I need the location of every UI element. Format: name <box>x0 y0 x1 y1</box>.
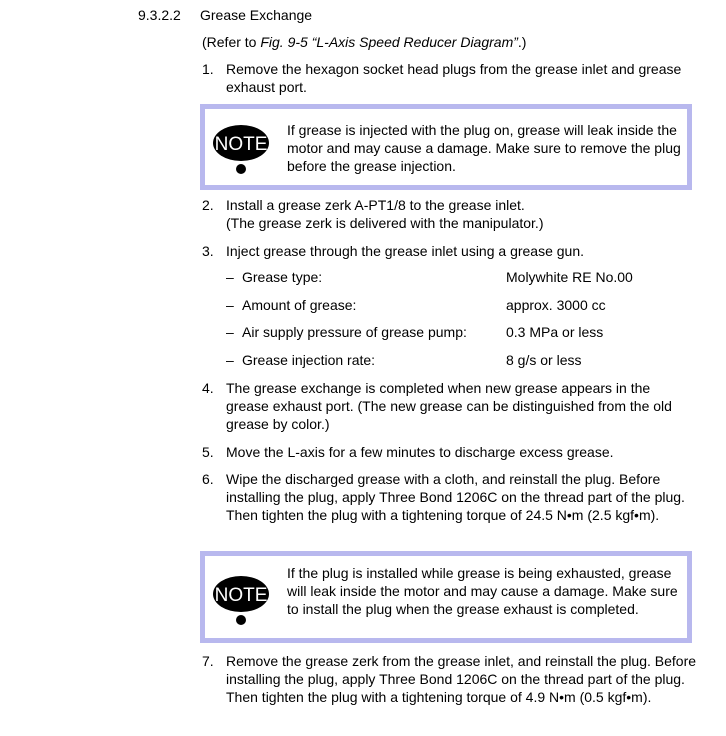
note-icon <box>213 117 269 177</box>
step-1: 1. Remove the hexagon socket head plugs from the grease inlet and grease exhaust port. <box>202 61 682 95</box>
section-number: 9.3.2.2 <box>138 7 181 23</box>
note-text-1: If grease is injected with the plug on, grease will leak inside the motor and may cause a damage. Make sure to remove the plug before the grease injection. <box>287 122 681 174</box>
step-3: 3. Inject grease through the grease inlet using a grease gun. <box>202 243 585 259</box>
section-heading <box>138 7 312 23</box>
note-box-2 <box>200 551 692 643</box>
svg-text:NOTE: NOTE <box>214 134 268 155</box>
section-title: Grease Exchange <box>200 7 313 23</box>
spec-row: – Grease injection rate: 8 g/s or less <box>226 352 582 368</box>
note-text-2: If the plug is installed while grease is being exhausted, grease will leak inside the motor and may cause a damage. Make sure to install the plug when the grease exhaust is completed. <box>287 565 678 617</box>
step-4: 4. The grease exchange is completed when new grease appears in the grease exhaust port. (The new grease can be distinguished from the old grease by color.) <box>202 380 672 432</box>
spec-row: – Air supply pressure of grease pump: 0.3 MPa or less <box>226 324 604 340</box>
note-icon <box>213 568 269 628</box>
step-2: 2. Install a grease zerk A-PT1/8 to the grease inlet. (The grease zerk is delivered with the manipulator.) <box>202 197 544 231</box>
step-6: 6. Wipe the discharged grease with a cloth, and reinstall the plug. Before installing the plug, apply Three Bond 1206C on the thread part of the plug. Then tighten the plug with a tightening torque of 24.5 N•m (2.5 kgf•m). <box>202 471 685 523</box>
spec-row: – Grease type: Molywhite RE No.00 <box>226 269 633 285</box>
svg-text:NOTE: NOTE <box>214 585 268 606</box>
step-7: 7. Remove the grease zerk from the grease inlet, and reinstall the plug. Before installing the plug, apply Three Bond 1206C on the thread part of the plug. Then tighten the plug with a tightening torque of 4.9 N•m (0.5 kgf•m). <box>202 653 697 705</box>
step-5: 5. Move the L-axis for a few minutes to discharge excess grease. <box>202 444 614 460</box>
spec-row: – Amount of grease: approx. 3000 cc <box>226 297 606 313</box>
figure-reference: (Refer to Fig. 9-5 “L-Axis Speed Reducer Diagram”.) <box>202 34 527 50</box>
figure-link[interactable]: Fig. 9-5 “L-Axis Speed Reducer Diagram” <box>260 34 518 50</box>
note-box-1 <box>200 104 692 190</box>
